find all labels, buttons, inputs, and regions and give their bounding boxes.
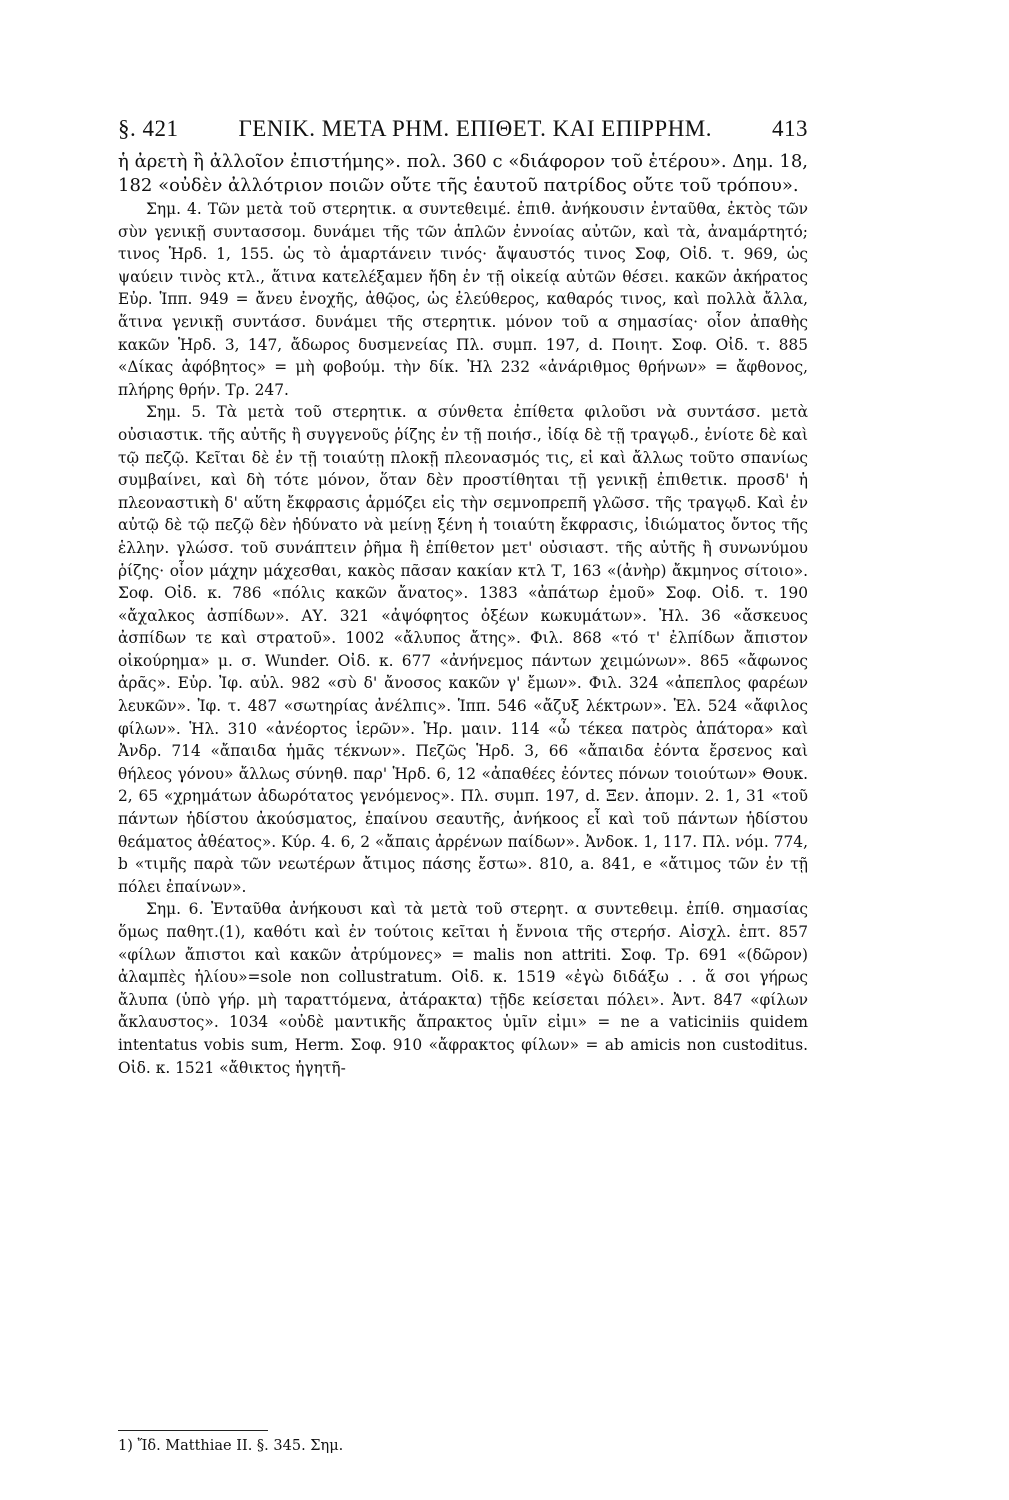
paragraph-note-6: Σημ. 6. Ἐνταῦθα ἀνήκουσι καὶ τὰ μετὰ τοῦ στερητ. α συντεθειμ. ἐπίθ. σημασίας ὅμως παθητ.(1), καθότι καὶ ἐν τούτοις κεῖται ἡ ἔννοια τῆς στερήσ. Αἰσχλ. ἑπτ. 857 «φίλων ἄπιστοι καὶ κακῶν ἀτρύμονες» = malis non attriti. Σοφ. Τρ. 691 «(δῶρον) ἀλαμπὲς ἡλίου»=sole non collustratum. Οἰδ. κ. 1519 «ἐγὼ διδάξω . . ἅ σοι γήρως ἄλυπα (ὑπὸ γήρ. μὴ ταραττόμενα, ἀτάρακτα) τῇδε κείσεται πόλει». Ἀντ. 847 «φίλων ἄκλαυστος». 1034 «οὐδὲ μαντικῆς ἄπρακτος ὑμῖν εἰμι» = ne a vaticiniis quidem intentatus vobis sum, Herm. Σοφ. 910 «ἄφρακτος φίλων» = ab amicis non custoditus. Οἰδ. κ. 1521 «ἄθικτος ἡγητῆ- (118, 900, 808, 1077)
paragraph-continuation: ἡ ἀρετὴ ἢ ἀλλοῖον ἐπιστήμης». πολ. 360 c «διάφορον τοῦ ἑτέρου». Δημ. 18, 182 «οὐδὲν ἀλλότριον ποιῶν οὔτε τῆς ἑαυτοῦ πατρίδος οὔτε τοῦ τρόπου». (118, 151, 808, 196)
page (118, 116, 808, 1079)
running-header (118, 116, 808, 142)
section-number: §. 421 (118, 116, 179, 141)
header-title: ΓΕΝΙΚ. ΜΕΤΑ ΡΗΜ. ΕΠΙΘΕΤ. ΚΑΙ ΕΠΙΡΡΗΜ. (238, 116, 713, 141)
page-number: 413 (771, 116, 808, 141)
footnote-divider (118, 1430, 268, 1431)
footnote: 1) Ἴδ. Matthiae II. §. 345. Σημ. (118, 1438, 344, 1454)
paragraph-note-4: Σημ. 4. Τῶν μετὰ τοῦ στερητικ. α συντεθειμέ. ἐπιθ. ἀνήκουσιν ἐνταῦθα, ἐκτὸς τῶν σὺν γενικῇ συντασσομ. δυνάμει τῆς τῶν ἁπλῶν ἐννοίας αὐτῶν, καὶ τὰ, ἀναμάρτητό; τινος Ἡρδ. 1, 155. ὡς τὸ ἁμαρτάνειν τινός· ἄψαυστός τινος Σοφ, Οἰδ. τ. 969, ὡς ψαύειν τινὸς κτλ., ἅτινα κατελέξαμεν ἤδη ἐν τῇ οἰκείᾳ αὐτῶν θέσει. κακῶν ἀκήρατος Εὐρ. Ἱππ. 949 = ἄνευ ἐνοχῆς, ἀθῷος, ὡς ἐλεύθερος, καθαρός τινος, καὶ πολλὰ ἄλλα, ἅτινα γενικῇ συντάσσ. δυνάμει τῆς στερητικ. μόνον τοῦ α σημασίας· οἷον ἀπαθὴς κακῶν Ἡρδ. 3, 147, ἄδωρος δυσμενείας Πλ. συμπ. 197, d. Ποιητ. Σοφ. Οἰδ. τ. 885 «Δίκας ἀφόβητος» = μὴ φοβούμ. τὴν δίκ. Ἠλ 232 «ἀνάριθμος θρήνων» = ἄφθονος, πλήρης θρήν. Τρ. 247. (118, 200, 808, 399)
paragraph-note-5: Σημ. 5. Τὰ μετὰ τοῦ στερητικ. α σύνθετα ἐπίθετα φιλοῦσι νὰ συντάσσ. μετὰ οὐσιαστικ. τῆς αὐτῆς ἢ συγγενοῦς ῥίζης ἐν τῇ ποιήσ., ἰδίᾳ δὲ τῇ τραγῳδ., ἐνίοτε δὲ καὶ τῷ πεζῷ. Κεῖται δὲ ἐν τῇ τοιαύτῃ πλοκῇ πλεονασμός τις, εἰ καὶ ἄλλως τοῦτο σπανίως συμβαίνει, καὶ δὴ τότε μόνον, ὅταν δὲν προστίθηται τῇ γενικῇ ἐπιθετικ. προσδ' ἡ πλεοναστικὴ δ' αὕτη ἔκφρασις ἁρμόζει εἰς τὴν σεμνοπρεπῆ γλῶσσ. τῆς τραγῳδ. Καὶ ἐν αὐτῷ δὲ τῷ πεζῷ δὲν ἠδύνατο νὰ μείνῃ ξένη ἡ τοιαύτη ἔκφρασις, ἰδιώματος ὄντος τῆς ἑλλην. γλώσσ. τοῦ συνάπτειν ῥῆμα ἢ ἐπίθετον μετ' οὐσιαστ. τῆς αὐτῆς ἢ συνωνύμου ῥίζης· οἷον μάχην μάχεσθαι, κακὸς πᾶσαν κακίαν κτλ Τ, 163 «(ἀνὴρ) ἄκμηνος σίτοιο». Σοφ. Οἰδ. κ. 786 «πόλις κακῶν ἄνατος». 1383 «ἀπάτωρ ἐμοῦ» Σοφ. Οἰδ. τ. 190 «ἄχαλκος ἀσπίδων». ΑΥ. 321 «ἀψόφητος ὀξέων κωκυμάτων». Ἠλ. 36 «ἄσκευος ἀσπίδων τε καὶ στρατοῦ». 1002 «ἄλυπος ἄτης». Φιλ. 868 «τό τ' ἐλπίδων ἄπιστον οἰκούρημα» μ. σ. Wunder. Οἰδ. κ. 677 «ἀνήνεμος πάντων χειμώνων». 865 «ἄφωνος ἀρᾶς». Εὐρ. Ἰφ. αὐλ. 982 «σὺ δ' ἄνοσος κακῶν γ' ἔμων». Φιλ. 324 «ἀπεπλος φαρέων λευκῶν». Ἰφ. τ. 487 «σωτηρίας ἀνέλπις». Ἱππ. 546 «ἄζυξ λέκτρων». Ἑλ. 524 «ἄφιλος φίλων». Ἡλ. 310 «ἀνέορτος ἱερῶν». Ἡρ. μαιν. 114 «ὦ τέκεα πατρὸς ἀπάτορα» καὶ Ἀνδρ. 714 «ἄπαιδα ἡμᾶς τέκνων». Πεζῶς Ἡρδ. 3, 66 «ἄπαιδα ἐόντα ἔρσενος καὶ θήλεος γόνου» ἄλλως σύνηθ. παρ' Ἡρδ. 6, 12 «ἀπαθέες ἐόντες πόνων τοιούτων» Θουκ. 2, 65 «χρημάτων ἀδωρότατος γενόμενος». Πλ. συμπ. 197, d. Ξεν. ἀπομν. 2. 1, 31 «τοῦ πάντων ἡδίστου ἀκούσματος, ἐπαίνου σεαυτῆς, ἀνήκοος εἶ καὶ τοῦ πάντων ἡδίστου θεάματος ἀθέατος». Κύρ. 4. 6, 2 «ἄπαις ἀρρένων παίδων». Ἀνδοκ. 1, 117. Πλ. νόμ. 774, b «τιμῆς παρὰ τῶν νεωτέρων ἄτιμος πάσης ἔστω». 810, a. 841, e «ἄτιμος τῶν ἐν τῇ πόλει ἐπαίνων». (118, 403, 808, 896)
body-text (118, 150, 808, 1079)
